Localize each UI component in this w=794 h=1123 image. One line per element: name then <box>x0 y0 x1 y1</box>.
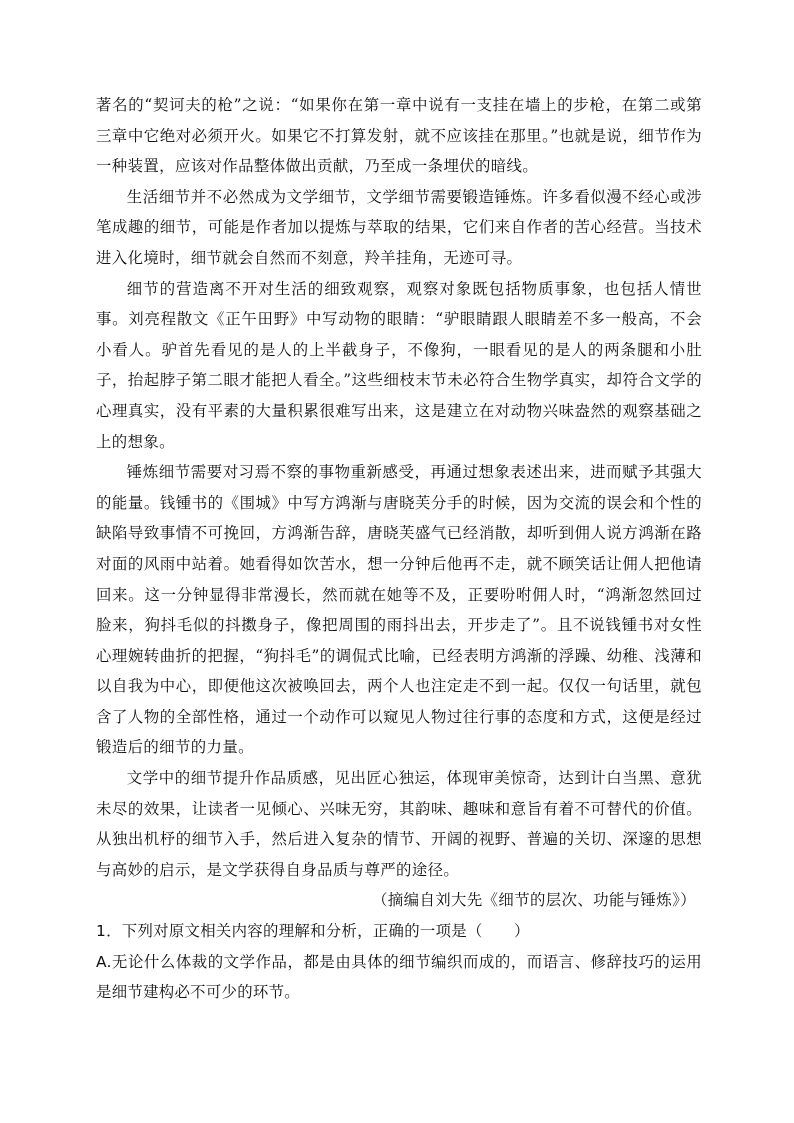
question-block <box>96 916 702 1008</box>
question-option-a: A.无论什么体裁的文学作品，都是由具体的细节编织而成的，而语言、修辞技巧的运用是细节建构必不可少的环节。 <box>96 952 702 1002</box>
article-paragraph-3: 细节的营造离不开对生活的细致观察，观察对象既包括物质事象，也包括人情世事。刘亮程散文《正午田野》中写动物的眼睛：“驴眼睛跟人眼睛差不多一般高，不会小看人。驴首先看见的是人的上半截身子，不像狗，一眼看见的是人的两条腿和小肚子，抬起脖子第二眼才能把人看全。”这些细枝末节未必符合生物学真实，却符合文学的心理真实，没有平素的大量积累很难写出来，这是建立在对动物兴味盎然的观察基础之上的想象。 <box>96 279 702 451</box>
article-paragraph-1: 著名的“契诃夫的枪”之说：“如果你在第一章中说有一支挂在墙上的步枪，在第二或第三章中它绝对必须开火。如果它不打算发射，就不应该挂在那里。”也就是说，细节作为一种装置，应该对作品整体做出贡献，乃至成一条埋伏的暗线。 <box>96 96 702 176</box>
question-stem: 1．下列对原文相关内容的理解和分析，正确的一项是（ ） <box>96 922 530 941</box>
article-source: （摘编自刘大先《细节的层次、功能与锤炼》） <box>372 891 696 910</box>
article-paragraph-4: 锤炼细节需要对习焉不察的事物重新感受，再通过想象表述出来，进而赋予其强大的能量。钱锺书的《围城》中写方鸿渐与唐晓芙分手的时候，因为交流的误会和个性的缺陷导致事情不可挽回，方鸿渐告辞，唐晓芙盛气已经消散，却听到佣人说方鸿渐在路对面的风雨中站着。她看得如饮苦水，想一分钟后他再不走，就不顾笑话让佣人把他请回来。这一分钟显得非常漫长，然而就在她等不及，正要吩咐佣人时，“鸿渐忽然回过脸来，狗抖毛似的抖擞身子，像把周围的雨抖出去，开步走了”。且不说钱锺书对女性心理婉转曲折的把握，“狗抖毛”的调侃式比喻，已经表明方鸿渐的浮躁、幼稚、浅薄和以自我为中心，即便他这次被唤回去，两个人也注定走不到一起。仅仅一句话里，就包含了人物的全部性格，通过一个动作可以窥见人物过往行事的态度和方式，这便是经过锻造后的细节的力量。 <box>96 463 702 757</box>
document-page <box>96 90 702 1008</box>
article-paragraph-5: 文学中的细节提升作品质感，见出匠心独运，体现审美惊奇，达到计白当黑、意犹未尽的效果，让读者一见倾心、兴味无穷，其韵味、趣味和意旨有着不可替代的价值。从独出机杼的细节入手，然后进入复杂的情节、开阔的视野、普遍的关切、深邃的思想与高妙的启示，是文学获得自身品质与尊严的途径。 <box>96 769 702 879</box>
article-paragraph-2: 生活细节并不必然成为文学细节，文学细节需要锻造锤炼。许多看似漫不经心或涉笔成趣的细节，可能是作者加以提炼与萃取的结果，它们来自作者的苦心经营。当技术进入化境时，细节就会自然而不刻意，羚羊挂角，无迹可寻。 <box>96 187 702 267</box>
